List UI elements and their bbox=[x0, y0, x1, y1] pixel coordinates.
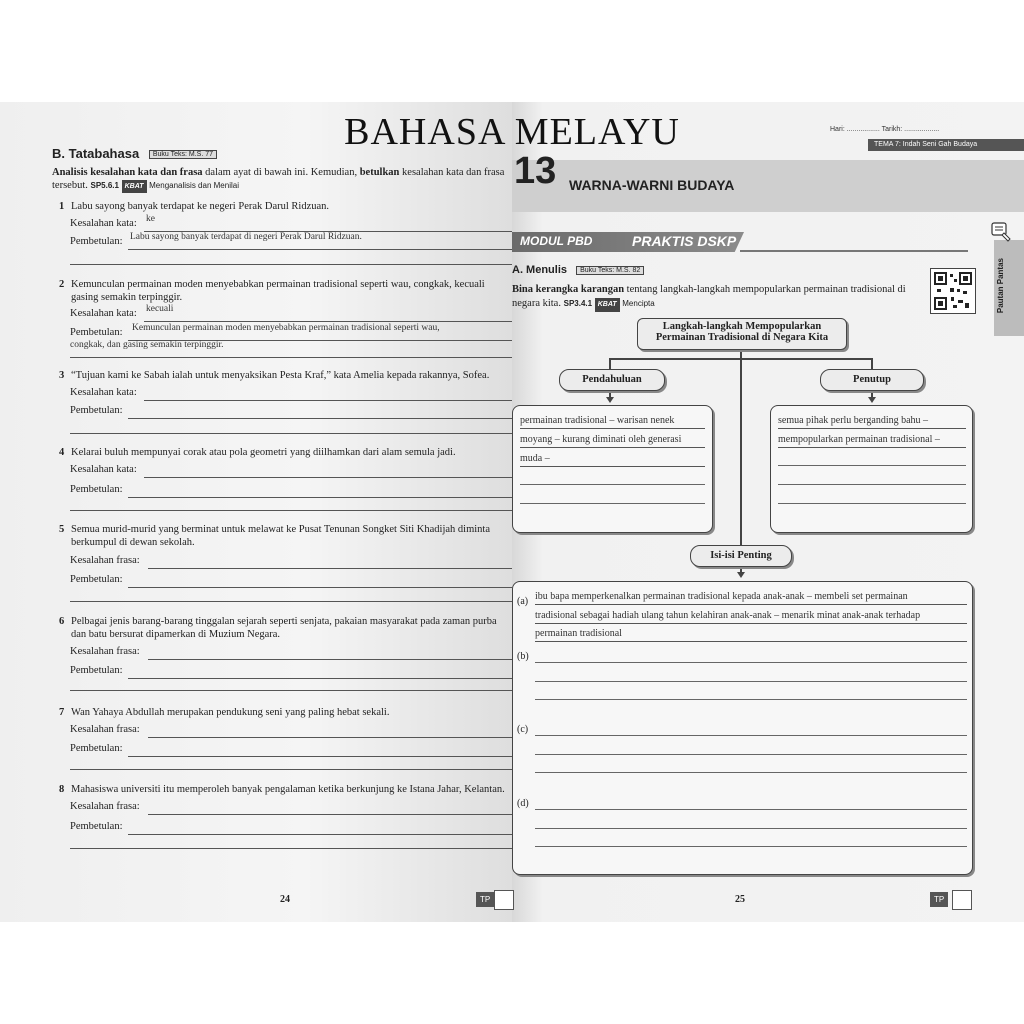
answer-line[interactable] bbox=[128, 678, 512, 679]
instruction-right bbox=[512, 283, 922, 312]
kbat-badge: KBAT bbox=[122, 180, 147, 193]
pembetulan-label: Pembetulan: bbox=[70, 574, 123, 585]
pembetulan-row-7 bbox=[70, 743, 512, 757]
instruction-text: tentang langkah-langkah mempopularkan permainan tradisional di negara kita. bbox=[512, 284, 906, 309]
section-title-text: A. Menulis bbox=[512, 264, 568, 276]
section-title-text: B. Tatabahasa bbox=[52, 146, 140, 161]
answer-text: mempopularkan permainan tradisional – bbox=[778, 433, 966, 448]
chapter-number: 13 bbox=[514, 150, 557, 192]
question-text: Wan Yahaya Abdullah merupakan pendukung seni yang paling hebat sekali. bbox=[71, 707, 390, 718]
question-4 bbox=[59, 446, 511, 459]
answer-line[interactable] bbox=[128, 249, 512, 250]
sp-code: SP3.4.1 bbox=[563, 299, 593, 308]
kesalahan-label: Kesalahan frasa: bbox=[70, 724, 140, 735]
answer-line[interactable] bbox=[535, 754, 967, 755]
divider bbox=[740, 250, 968, 252]
answer-text: tradisional sebagai hadiah ulang tahun kelahiran anak-anak – menarik minat anak-anak terhadap bbox=[535, 609, 967, 624]
answer-text: permainan tradisional – warisan nenek bbox=[520, 414, 705, 429]
main-title: BAHASA MELAYU bbox=[344, 111, 680, 153]
arrow-down-icon bbox=[606, 397, 614, 403]
answer-line[interactable] bbox=[128, 418, 512, 419]
connector bbox=[609, 358, 871, 360]
hand-pointer-icon bbox=[990, 220, 1014, 244]
kbat-text: Menganalisis dan Menilai bbox=[149, 181, 239, 190]
answer-line[interactable] bbox=[148, 659, 512, 660]
connector bbox=[740, 348, 742, 548]
pembetulan-row-5 bbox=[70, 574, 512, 588]
theme-banner: TEMA 7: Indah Seni Gah Budaya bbox=[868, 139, 1024, 151]
answer-line[interactable] bbox=[535, 772, 967, 773]
pembetulan-row-4 bbox=[70, 484, 512, 498]
answer-line[interactable] bbox=[535, 662, 967, 663]
chapter-title: WARNA-WARNI BUDAYA bbox=[569, 177, 735, 193]
answer-line[interactable] bbox=[70, 769, 512, 770]
answer-line[interactable] bbox=[778, 503, 966, 504]
question-text: Mahasiswa universiti itu memperoleh banyak pengalaman ketika berkunjung ke Istana Jahar, Kelantan. bbox=[71, 784, 505, 795]
textbook-tag: Buku Teks: M.S. 82 bbox=[576, 266, 644, 275]
isi-penting-label: Isi-isi Penting bbox=[690, 545, 792, 567]
question-number: 1 bbox=[59, 201, 65, 212]
answer-line[interactable] bbox=[144, 477, 512, 478]
instruction-text2: kesalahan kata dan frasa tersebut. bbox=[52, 167, 505, 191]
main-topic-line1: Langkah-langkah Mempopularkan bbox=[662, 321, 822, 332]
instruction-text: dalam ayat di bawah ini. Kemudian, bbox=[202, 167, 360, 178]
modul-label: MODUL PBD bbox=[520, 234, 593, 248]
kesalahan-row-3 bbox=[70, 387, 512, 401]
answer-line[interactable] bbox=[535, 828, 967, 829]
penutup-box bbox=[770, 405, 973, 533]
pendahuluan-label: Pendahuluan bbox=[559, 369, 665, 391]
kesalahan-label: Kesalahan kata: bbox=[70, 464, 137, 475]
question-number: 5 bbox=[59, 524, 65, 535]
pembetulan-label: Pembetulan: bbox=[70, 327, 123, 338]
question-number: 3 bbox=[59, 370, 65, 381]
pembetulan-label: Pembetulan: bbox=[70, 484, 123, 495]
kesalahan-label: Kesalahan frasa: bbox=[70, 646, 140, 657]
question-5 bbox=[59, 523, 511, 549]
kesalahan-row-1 bbox=[70, 214, 512, 232]
answer-line[interactable] bbox=[148, 814, 512, 815]
kesalahan-label: Kesalahan kata: bbox=[70, 387, 137, 398]
item-label: (b) bbox=[517, 651, 529, 662]
pembetulan-row-2 bbox=[70, 323, 512, 341]
question-number: 6 bbox=[59, 616, 65, 627]
answer-text: ibu bapa memperkenalkan permainan tradisional kepada anak-anak – membeli set permainan bbox=[535, 590, 967, 605]
answer-line[interactable] bbox=[70, 433, 512, 434]
answer-line[interactable] bbox=[520, 503, 705, 504]
pembetulan-label: Pembetulan: bbox=[70, 665, 123, 676]
answer-line[interactable] bbox=[778, 484, 966, 485]
kesalahan-row-7 bbox=[70, 724, 512, 738]
question-1 bbox=[59, 200, 511, 213]
answer-line[interactable] bbox=[70, 601, 512, 602]
handwritten-answer: ke bbox=[146, 214, 155, 224]
page-number-right: 25 bbox=[735, 894, 745, 905]
kbat-text: Mencipta bbox=[622, 299, 655, 308]
date-row: Hari: ................. Tarikh: .................. bbox=[830, 126, 940, 133]
answer-line[interactable] bbox=[535, 699, 967, 700]
answer-line[interactable] bbox=[144, 321, 512, 322]
tp-badge-left: TP bbox=[476, 892, 494, 907]
kesalahan-row-6 bbox=[70, 646, 512, 660]
pembetulan-label: Pembetulan: bbox=[70, 405, 123, 416]
question-text: Kemunculan permainan moden menyebabkan permainan tradisional seperti wau, congkak, kecuali gasing semakin terpinggir. bbox=[71, 279, 485, 303]
question-number: 8 bbox=[59, 784, 65, 795]
answer-line[interactable] bbox=[128, 497, 512, 498]
kesalahan-label: Kesalahan frasa: bbox=[70, 801, 140, 812]
question-number: 2 bbox=[59, 279, 65, 290]
textbook-tag: Buku Teks: M.S. 77 bbox=[149, 150, 217, 159]
tarikh-label: Tarikh: bbox=[881, 126, 903, 133]
section-title-menulis bbox=[512, 264, 644, 276]
handwritten-answer: kecuali bbox=[146, 304, 174, 314]
tp-box-left[interactable] bbox=[494, 890, 514, 910]
hari-label: Hari: bbox=[830, 126, 845, 133]
answer-line[interactable] bbox=[148, 737, 512, 738]
answer-text: moyang – kurang diminati oleh generasi bbox=[520, 433, 705, 448]
arrow-down-icon bbox=[737, 572, 745, 578]
qr-code-icon[interactable] bbox=[930, 268, 976, 314]
handwritten-answer: Labu sayong banyak terdapat di negeri Perak Darul Ridzuan. bbox=[130, 232, 362, 242]
pembetulan-label: Pembetulan: bbox=[70, 821, 123, 832]
tp-badge-right: TP bbox=[930, 892, 948, 907]
answer-line[interactable] bbox=[535, 809, 967, 810]
kesalahan-row-5 bbox=[70, 555, 512, 569]
question-text: Labu sayong banyak terdapat ke negeri Perak Darul Ridzuan. bbox=[71, 201, 330, 212]
main-topic-line2: Permainan Tradisional di Negara Kita bbox=[655, 332, 829, 343]
question-3 bbox=[59, 369, 511, 382]
question-text: “Tujuan kami ke Sabah ialah untuk menyaksikan Pesta Kraf,” kata Amelia kepada rakannya, Sofea. bbox=[71, 370, 490, 381]
question-text: Pelbagai jenis barang-barang tinggalan sejarah seperti senjata, pakaian masyarakat pada zaman purba dan batu bersurat dipamerkan di Muzium Negara. bbox=[71, 616, 497, 640]
question-number: 4 bbox=[59, 447, 65, 458]
answer-line[interactable] bbox=[535, 681, 967, 682]
kesalahan-row-8 bbox=[70, 801, 512, 815]
question-8 bbox=[59, 783, 511, 796]
answer-text: semua pihak perlu berganding bahu – bbox=[778, 414, 966, 429]
kesalahan-row-4 bbox=[70, 464, 512, 478]
question-number: 7 bbox=[59, 707, 65, 718]
pembetulan-row-2b bbox=[70, 340, 512, 358]
side-tab-label: Pautan Pantas bbox=[996, 258, 1005, 314]
instruction-left bbox=[52, 166, 512, 193]
answer-line[interactable] bbox=[128, 756, 512, 757]
instruction-bold: Bina kerangka karangan bbox=[512, 284, 625, 295]
question-2 bbox=[59, 278, 511, 304]
item-label: (c) bbox=[517, 724, 529, 735]
kesalahan-label: Kesalahan kata: bbox=[70, 308, 137, 319]
praktis-label: PRAKTIS DSKP bbox=[632, 233, 737, 249]
page-number-left: 24 bbox=[280, 894, 290, 905]
kesalahan-row-2 bbox=[70, 304, 512, 322]
instruction-bold: Analisis kesalahan kata dan frasa bbox=[52, 167, 203, 178]
penutup-label: Penutup bbox=[820, 369, 924, 391]
item-label: (d) bbox=[517, 798, 529, 809]
answer-line[interactable] bbox=[128, 834, 512, 835]
sp-code: SP5.6.1 bbox=[90, 181, 119, 190]
question-7 bbox=[59, 706, 511, 719]
kesalahan-label: Kesalahan kata: bbox=[70, 218, 137, 229]
question-text: Semua murid-murid yang berminat untuk melawat ke Pusat Tenunan Songket Siti Khadijah diminta berkumpul di dewan sekolah. bbox=[71, 524, 491, 548]
answer-line[interactable] bbox=[535, 735, 967, 736]
pembetulan-label: Pembetulan: bbox=[70, 743, 123, 754]
question-6 bbox=[59, 615, 511, 641]
answer-line[interactable] bbox=[144, 400, 512, 401]
question-text: Kelarai buluh mempunyai corak atau pola geometri yang diilhamkan dari alam semula jadi. bbox=[71, 447, 456, 458]
answer-line[interactable] bbox=[70, 264, 512, 265]
kbat-badge: KBAT bbox=[595, 298, 620, 312]
answer-line[interactable] bbox=[520, 484, 705, 485]
answer-line[interactable] bbox=[778, 465, 966, 466]
answer-line[interactable] bbox=[70, 357, 512, 358]
answer-text: permainan tradisional bbox=[535, 627, 967, 642]
answer-line[interactable] bbox=[128, 587, 512, 588]
answer-line[interactable] bbox=[70, 510, 512, 511]
kesalahan-label: Kesalahan frasa: bbox=[70, 555, 140, 566]
answer-line[interactable] bbox=[535, 846, 967, 847]
handwritten-answer: Kemunculan permainan moden menyebabkan permainan tradisional seperti wau, bbox=[132, 323, 440, 333]
tp-box-right[interactable] bbox=[952, 890, 972, 910]
arrow-down-icon bbox=[868, 397, 876, 403]
item-label: (a) bbox=[517, 596, 529, 607]
instruction-bold2: betulkan bbox=[359, 167, 400, 178]
answer-line[interactable] bbox=[70, 690, 512, 691]
answer-line[interactable] bbox=[148, 568, 512, 569]
isi-penting-box bbox=[512, 581, 973, 875]
pembetulan-row-6 bbox=[70, 665, 512, 679]
pembetulan-row-8 bbox=[70, 821, 512, 835]
pembetulan-label: Pembetulan: bbox=[70, 236, 123, 247]
pendahuluan-box bbox=[512, 405, 713, 533]
answer-line[interactable] bbox=[70, 848, 512, 849]
answer-text: muda – bbox=[520, 452, 705, 467]
pembetulan-row-3 bbox=[70, 405, 512, 419]
handwritten-answer: congkak, dan gasing semakin terpinggir. bbox=[70, 340, 224, 350]
main-topic-box bbox=[637, 318, 847, 350]
pembetulan-row-1 bbox=[70, 232, 512, 250]
